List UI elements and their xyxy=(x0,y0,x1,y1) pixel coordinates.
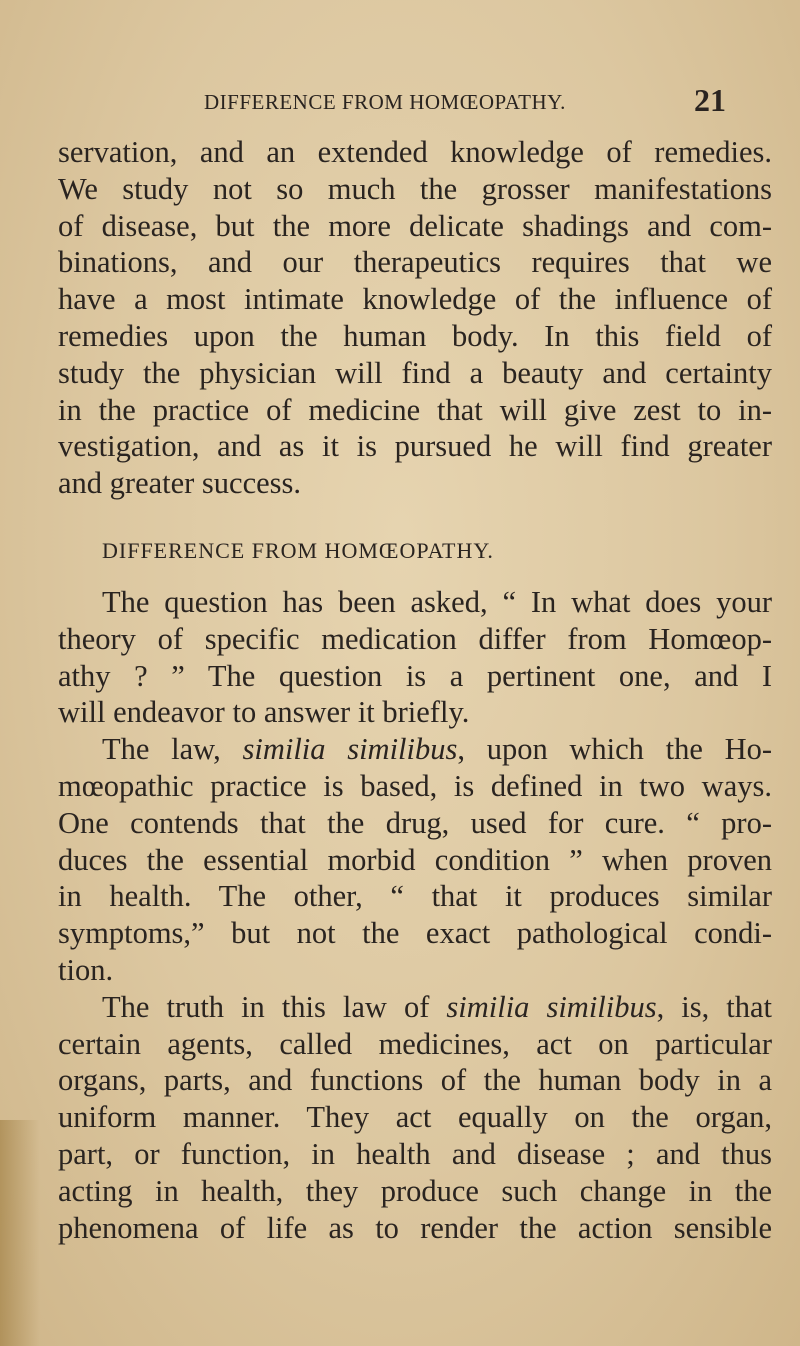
text-line: will endeavor to answer it briefly. xyxy=(58,695,470,730)
page-edge-shadow xyxy=(0,1120,40,1346)
page-header xyxy=(0,82,800,116)
text-line: in the practice of medicine that will give zest to in- xyxy=(58,392,772,427)
paragraph-3 xyxy=(58,731,772,989)
text-line: athy ? ” The question is a pertinent one, and I xyxy=(58,658,772,693)
page-number: 21 xyxy=(694,82,726,118)
text-line: study the physician will find a beauty and certainty xyxy=(58,355,772,390)
paragraph-1 xyxy=(58,134,772,502)
paragraph-2 xyxy=(58,584,772,731)
text-line: acting in health, they produce such change in the xyxy=(58,1173,772,1208)
text-line xyxy=(58,731,772,768)
text-line: We study not so much the grosser manifestations xyxy=(58,171,772,206)
text-line: organs, parts, and functions of the human body in a xyxy=(58,1063,772,1098)
text-fragment: , upon which the Ho- xyxy=(457,732,773,767)
text-line: part, or function, in health and disease ; and thus xyxy=(58,1136,772,1171)
text-fragment: , is, that xyxy=(656,989,772,1024)
text-line: certain agents, called medicines, act on particular xyxy=(58,1026,772,1061)
text-line: uniform manner. They act equally on the organ, xyxy=(58,1100,772,1135)
text-line: of disease, but the more delicate shadings and com- xyxy=(58,208,772,243)
text-line: tion. xyxy=(58,952,114,987)
body-text xyxy=(58,134,772,1246)
text-line: remedies upon the human body. In this field of xyxy=(58,318,772,353)
text-line: vestigation, and as it is pursued he will find greater xyxy=(58,429,772,464)
text-line xyxy=(58,989,772,1026)
section-heading: DIFFERENCE FROM HOMŒOPATHY. xyxy=(102,537,494,563)
paragraph-4 xyxy=(58,989,772,1247)
text-line: in health. The other, “ that it produces similar xyxy=(58,879,772,914)
text-line: have a most intimate knowledge of the influence of xyxy=(58,282,772,317)
text-line: One contends that the drug, used for cure. “ pro- xyxy=(58,805,772,840)
latin-phrase: similia similibus xyxy=(242,732,458,767)
text-line: theory of specific medication differ from Homœop- xyxy=(58,621,772,656)
running-head: DIFFERENCE FROM HOMŒOPATHY. xyxy=(204,90,566,114)
latin-phrase: similia similibus xyxy=(446,989,657,1024)
text-line: binations, and our therapeutics requires that we xyxy=(58,245,772,280)
text-line: mœopathic practice is based, is defined in two ways. xyxy=(58,768,772,803)
text-line: and greater success. xyxy=(58,466,302,501)
text-fragment: The truth in this law of xyxy=(102,989,447,1024)
text-line: The question has been asked, “ In what does your xyxy=(102,584,772,619)
text-line: servation, and an extended knowledge of remedies. xyxy=(58,135,772,169)
text-fragment: The law, xyxy=(102,732,243,767)
text-line: phenomena of life as to render the action sensible xyxy=(58,1210,772,1245)
text-line: symptoms,” but not the exact pathological condi- xyxy=(58,916,772,951)
text-line: duces the essential morbid condition ” when proven xyxy=(58,842,772,877)
